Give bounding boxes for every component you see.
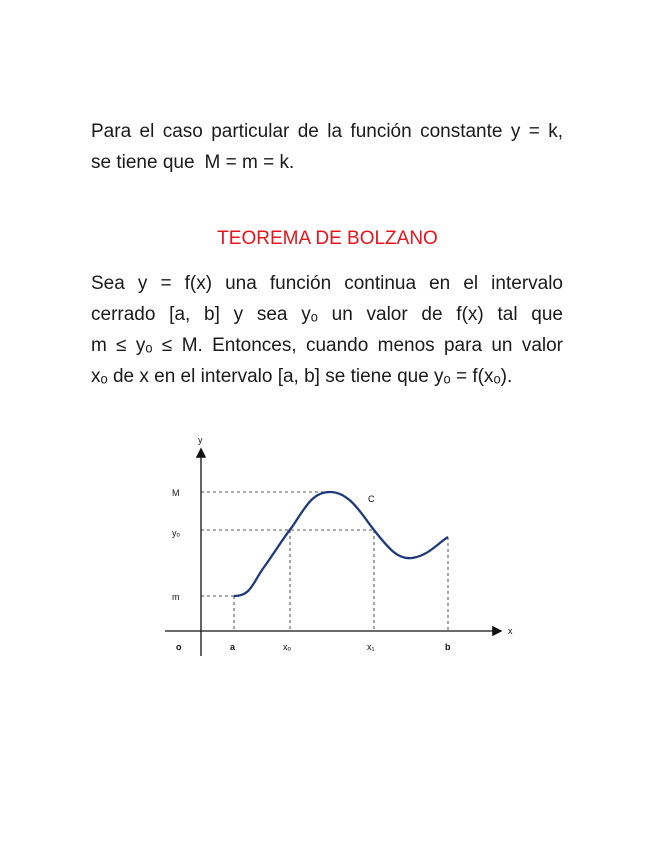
theorem-heading: TEOREMA DE BOLZANO [217, 228, 438, 249]
point-label-C: C [368, 494, 375, 504]
tick-label-m: m [172, 592, 180, 602]
origin-label: o [176, 642, 182, 652]
x-axis-label: x [508, 626, 513, 636]
tick-label-x1: x₁ [367, 642, 375, 652]
theorem-line-3: m ≤ yₒ ≤ M. Entonces, cuando menos para un valor [91, 335, 563, 356]
tick-label-a: a [230, 642, 236, 652]
function-curve [234, 492, 448, 596]
tick-label-y0: yₒ [172, 528, 180, 538]
tick-label-x0: xₒ [283, 642, 291, 652]
theorem-line-2: cerrado [a, b] y sea yₒ un valor de f(x) tal que [91, 304, 563, 325]
tick-label-b: b [445, 642, 451, 652]
theorem-line-4: xₒ de x en el intervalo [a, b] se tiene que yₒ = f(xₒ). [91, 366, 513, 387]
tick-label-M: M [172, 488, 180, 498]
intro-line-2-start: se tiene que [91, 152, 195, 173]
intro-equation: M = m = k. [204, 152, 295, 173]
y-axis-label: y [198, 435, 203, 445]
theorem-line-1: Sea y = f(x) una función continua en el intervalo [91, 273, 563, 294]
intro-line-1: Para el caso particular de la función constante y = k, [91, 121, 563, 142]
